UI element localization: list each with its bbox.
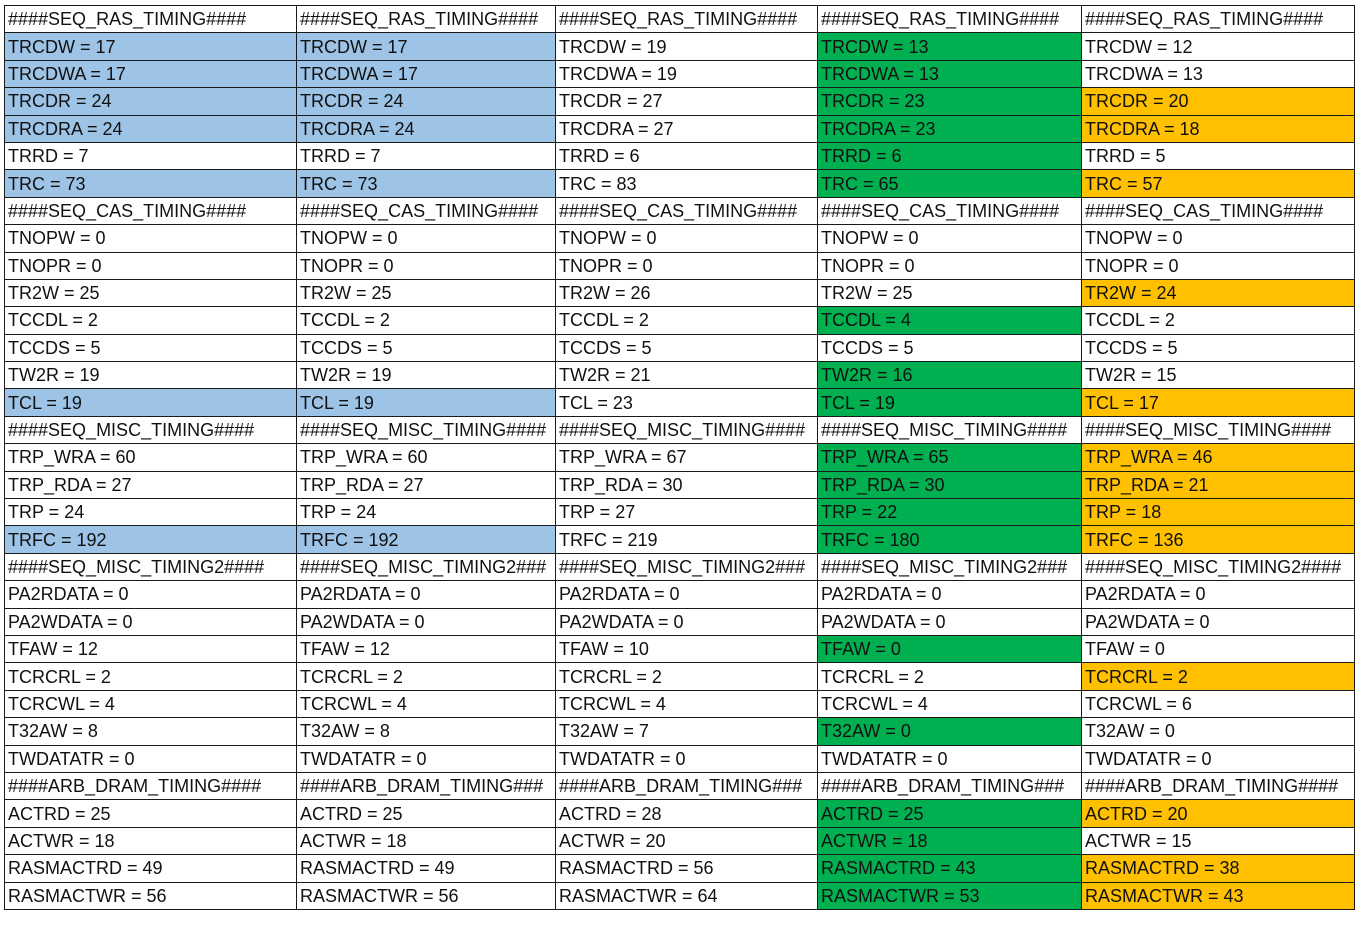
timing-cell[interactable]: T32AW = 7	[556, 718, 818, 745]
timing-cell[interactable]: TCRCWL = 6	[1082, 690, 1355, 717]
section-header-cell[interactable]: ####SEQ_MISC_TIMING####	[1082, 416, 1355, 443]
timing-cell[interactable]: PA2RDATA = 0	[5, 581, 297, 608]
timing-cell[interactable]: TW2R = 19	[5, 362, 297, 389]
timing-cell[interactable]: TRCDWA = 19	[556, 60, 818, 87]
timing-cell[interactable]: T32AW = 0	[1082, 718, 1355, 745]
timing-cell[interactable]: T32AW = 8	[297, 718, 556, 745]
section-header-cell[interactable]: ####SEQ_RAS_TIMING####	[5, 6, 297, 33]
table-row	[5, 745, 1355, 772]
table-row	[5, 635, 1355, 662]
section-header-cell[interactable]: ####SEQ_CAS_TIMING####	[297, 197, 556, 224]
timing-cell[interactable]: TFAW = 10	[556, 635, 818, 662]
timing-cell[interactable]: RASMACTWR = 53	[818, 882, 1082, 909]
timing-cell[interactable]: TCRCWL = 4	[297, 690, 556, 717]
timing-cell[interactable]: TCCDL = 2	[297, 307, 556, 334]
section-header-cell[interactable]: ####ARB_DRAM_TIMING####	[5, 772, 297, 799]
timing-cell[interactable]: RASMACTRD = 49	[297, 855, 556, 882]
timing-cell[interactable]: TRRD = 7	[297, 142, 556, 169]
section-header-cell[interactable]: ####ARB_DRAM_TIMING###	[297, 772, 556, 799]
timing-cell[interactable]: TRP = 22	[818, 499, 1082, 526]
timing-cell[interactable]: TCL = 19	[818, 389, 1082, 416]
section-header-cell[interactable]: ####ARB_DRAM_TIMING###	[818, 772, 1082, 799]
section-header-row	[5, 772, 1355, 799]
section-header-cell[interactable]: ####SEQ_MISC_TIMING####	[818, 416, 1082, 443]
timings-table	[4, 5, 1355, 910]
table-row	[5, 170, 1355, 197]
timing-cell[interactable]: PA2RDATA = 0	[818, 581, 1082, 608]
timing-cell[interactable]: TFAW = 12	[5, 635, 297, 662]
timing-cell[interactable]: TRCDW = 13	[818, 33, 1082, 60]
timing-cell[interactable]: TRC = 83	[556, 170, 818, 197]
table-row	[5, 362, 1355, 389]
timing-cell[interactable]: TRP_RDA = 27	[297, 471, 556, 498]
timing-cell[interactable]: PA2WDATA = 0	[1082, 608, 1355, 635]
timing-cell[interactable]: TRRD = 7	[5, 142, 297, 169]
timing-cell[interactable]: TFAW = 0	[818, 635, 1082, 662]
table-row	[5, 718, 1355, 745]
timing-cell[interactable]: TRP = 24	[5, 499, 297, 526]
table-row	[5, 526, 1355, 553]
timing-cell[interactable]: TCRCWL = 4	[818, 690, 1082, 717]
table-row	[5, 581, 1355, 608]
timing-cell[interactable]: TRFC = 136	[1082, 526, 1355, 553]
timing-cell[interactable]: TRCDR = 27	[556, 88, 818, 115]
section-header-cell[interactable]: ####SEQ_CAS_TIMING####	[5, 197, 297, 224]
timing-cell[interactable]: ACTRD = 20	[1082, 800, 1355, 827]
timing-cell[interactable]: TRP_RDA = 30	[556, 471, 818, 498]
timing-cell[interactable]: RASMACTWR = 43	[1082, 882, 1355, 909]
timing-cell[interactable]: TRCDRA = 18	[1082, 115, 1355, 142]
timing-cell[interactable]: TCCDS = 5	[556, 334, 818, 361]
table-row	[5, 444, 1355, 471]
timing-cell[interactable]: TNOPR = 0	[297, 252, 556, 279]
timing-cell[interactable]: TRP_RDA = 21	[1082, 471, 1355, 498]
timing-cell[interactable]: TCCDL = 2	[556, 307, 818, 334]
section-header-cell[interactable]: ####SEQ_RAS_TIMING####	[1082, 6, 1355, 33]
timing-cell[interactable]: TCRCRL = 2	[818, 663, 1082, 690]
timing-cell[interactable]: TNOPR = 0	[1082, 252, 1355, 279]
timing-cell[interactable]: TRC = 65	[818, 170, 1082, 197]
section-header-cell[interactable]: ####ARB_DRAM_TIMING####	[1082, 772, 1355, 799]
timing-cell[interactable]: ACTRD = 28	[556, 800, 818, 827]
timing-cell[interactable]: ACTWR = 20	[556, 827, 818, 854]
timing-cell[interactable]: PA2WDATA = 0	[818, 608, 1082, 635]
section-header-row	[5, 6, 1355, 33]
timing-cell[interactable]: TW2R = 16	[818, 362, 1082, 389]
timing-cell[interactable]: TRP = 18	[1082, 499, 1355, 526]
table-row	[5, 855, 1355, 882]
timing-cell[interactable]: TCL = 23	[556, 389, 818, 416]
timing-cell[interactable]: RASMACTWR = 56	[5, 882, 297, 909]
timing-cell[interactable]: PA2WDATA = 0	[297, 608, 556, 635]
section-header-cell[interactable]: ####SEQ_CAS_TIMING####	[1082, 197, 1355, 224]
timing-cell[interactable]: TW2R = 21	[556, 362, 818, 389]
timing-cell[interactable]: TCCDS = 5	[1082, 334, 1355, 361]
timing-cell[interactable]: TRRD = 6	[818, 142, 1082, 169]
timing-cell[interactable]: ACTWR = 18	[818, 827, 1082, 854]
timing-cell[interactable]: TRCDRA = 23	[818, 115, 1082, 142]
timing-cell[interactable]: TNOPR = 0	[556, 252, 818, 279]
timing-cell[interactable]: PA2WDATA = 0	[556, 608, 818, 635]
timing-cell[interactable]: TCRCWL = 4	[5, 690, 297, 717]
table-row	[5, 608, 1355, 635]
timing-cell[interactable]: TRC = 73	[297, 170, 556, 197]
timing-cell[interactable]: TNOPR = 0	[818, 252, 1082, 279]
table-row	[5, 471, 1355, 498]
timing-cell[interactable]: TWDATATR = 0	[297, 745, 556, 772]
section-header-row	[5, 553, 1355, 580]
timing-cell[interactable]: PA2RDATA = 0	[1082, 581, 1355, 608]
timing-cell[interactable]: TNOPR = 0	[5, 252, 297, 279]
timing-cell[interactable]: TR2W = 25	[5, 279, 297, 306]
table-row	[5, 663, 1355, 690]
timing-cell[interactable]: TRRD = 6	[556, 142, 818, 169]
table-row	[5, 225, 1355, 252]
timing-cell[interactable]: TCCDL = 4	[818, 307, 1082, 334]
timing-cell[interactable]: TCL = 19	[297, 389, 556, 416]
section-header-cell[interactable]: ####SEQ_RAS_TIMING####	[818, 6, 1082, 33]
timing-cell[interactable]: TRP = 27	[556, 499, 818, 526]
timing-cell[interactable]: ACTRD = 25	[818, 800, 1082, 827]
timing-cell[interactable]: TRP = 24	[297, 499, 556, 526]
timing-cell[interactable]: TRCDRA = 24	[5, 115, 297, 142]
table-row	[5, 252, 1355, 279]
timing-cell[interactable]: TRCDRA = 24	[297, 115, 556, 142]
timing-cell[interactable]: TR2W = 25	[297, 279, 556, 306]
timing-cell[interactable]: RASMACTRD = 49	[5, 855, 297, 882]
section-header-cell[interactable]: ####SEQ_CAS_TIMING####	[556, 197, 818, 224]
table-row	[5, 60, 1355, 87]
timing-cell[interactable]: TFAW = 0	[1082, 635, 1355, 662]
timing-cell[interactable]: TRCDW = 17	[5, 33, 297, 60]
timing-cell[interactable]: TRCDW = 17	[297, 33, 556, 60]
timing-cell[interactable]: TCCDS = 5	[5, 334, 297, 361]
table-row	[5, 115, 1355, 142]
timing-cell[interactable]: TNOPW = 0	[556, 225, 818, 252]
section-header-row	[5, 197, 1355, 224]
timing-cell[interactable]: ACTRD = 25	[5, 800, 297, 827]
table-row	[5, 88, 1355, 115]
timing-cell[interactable]: TR2W = 26	[556, 279, 818, 306]
timing-cell[interactable]: TRCDR = 23	[818, 88, 1082, 115]
timing-cell[interactable]: RASMACTWR = 64	[556, 882, 818, 909]
section-header-cell[interactable]: ####SEQ_CAS_TIMING####	[818, 197, 1082, 224]
timing-cell[interactable]: TRCDR = 24	[297, 88, 556, 115]
timing-cell[interactable]: TFAW = 12	[297, 635, 556, 662]
timing-cell[interactable]: TCCDL = 2	[5, 307, 297, 334]
timing-cell[interactable]: TRP_WRA = 67	[556, 444, 818, 471]
timing-cell[interactable]: RASMACTRD = 38	[1082, 855, 1355, 882]
table-row	[5, 307, 1355, 334]
timing-cell[interactable]: TW2R = 15	[1082, 362, 1355, 389]
timing-cell[interactable]: TNOPW = 0	[1082, 225, 1355, 252]
timing-cell[interactable]: TRP_RDA = 27	[5, 471, 297, 498]
timing-cell[interactable]: TCRCRL = 2	[1082, 663, 1355, 690]
table-row	[5, 690, 1355, 717]
table-row	[5, 142, 1355, 169]
table-row	[5, 279, 1355, 306]
timing-cell[interactable]: TR2W = 25	[818, 279, 1082, 306]
timing-cell[interactable]: TRCDW = 19	[556, 33, 818, 60]
timing-cell[interactable]: TR2W = 24	[1082, 279, 1355, 306]
timing-cell[interactable]: T32AW = 0	[818, 718, 1082, 745]
timing-cell[interactable]: RASMACTRD = 56	[556, 855, 818, 882]
timing-cell[interactable]: ACTWR = 18	[5, 827, 297, 854]
timing-cell[interactable]: PA2RDATA = 0	[297, 581, 556, 608]
timing-cell[interactable]: TCL = 17	[1082, 389, 1355, 416]
timing-cell[interactable]: TCCDS = 5	[297, 334, 556, 361]
timing-cell[interactable]: TNOPW = 0	[818, 225, 1082, 252]
timing-cell[interactable]: TRFC = 219	[556, 526, 818, 553]
timing-cell[interactable]: TRCDWA = 17	[5, 60, 297, 87]
section-header-cell[interactable]: ####ARB_DRAM_TIMING###	[556, 772, 818, 799]
timing-cell[interactable]: TRCDWA = 13	[1082, 60, 1355, 87]
timing-cell[interactable]: TRP_WRA = 65	[818, 444, 1082, 471]
timing-cell[interactable]: TRCDR = 20	[1082, 88, 1355, 115]
timing-cell[interactable]: TCRCWL = 4	[556, 690, 818, 717]
timing-cell[interactable]: TRFC = 192	[297, 526, 556, 553]
section-header-cell[interactable]: ####SEQ_MISC_TIMING2###	[556, 553, 818, 580]
timing-cell[interactable]: PA2RDATA = 0	[556, 581, 818, 608]
table-row	[5, 499, 1355, 526]
timing-cell[interactable]: TW2R = 19	[297, 362, 556, 389]
timing-cell[interactable]: TRP_RDA = 30	[818, 471, 1082, 498]
timing-cell[interactable]: TRCDWA = 17	[297, 60, 556, 87]
timing-cell[interactable]: T32AW = 8	[5, 718, 297, 745]
section-header-cell[interactable]: ####SEQ_MISC_TIMING2###	[297, 553, 556, 580]
timing-cell[interactable]: TWDATATR = 0	[5, 745, 297, 772]
section-header-cell[interactable]: ####SEQ_RAS_TIMING####	[297, 6, 556, 33]
table-row	[5, 827, 1355, 854]
timing-cell[interactable]: TRP_WRA = 46	[1082, 444, 1355, 471]
timings-table-body	[5, 6, 1355, 910]
section-header-cell[interactable]: ####SEQ_MISC_TIMING2###	[818, 553, 1082, 580]
table-row	[5, 334, 1355, 361]
timing-cell[interactable]: TRC = 57	[1082, 170, 1355, 197]
timing-cell[interactable]: TRCDRA = 27	[556, 115, 818, 142]
section-header-cell[interactable]: ####SEQ_MISC_TIMING####	[5, 416, 297, 443]
timing-cell[interactable]: RASMACTRD = 43	[818, 855, 1082, 882]
timing-cell[interactable]: RASMACTWR = 56	[297, 882, 556, 909]
section-header-cell[interactable]: ####SEQ_MISC_TIMING2####	[5, 553, 297, 580]
timing-cell[interactable]: TCRCRL = 2	[297, 663, 556, 690]
table-row	[5, 882, 1355, 909]
timing-cell[interactable]: TWDATATR = 0	[818, 745, 1082, 772]
section-header-cell[interactable]: ####SEQ_MISC_TIMING####	[297, 416, 556, 443]
section-header-row	[5, 416, 1355, 443]
table-row	[5, 800, 1355, 827]
timing-cell[interactable]: TRFC = 192	[5, 526, 297, 553]
timing-cell[interactable]: ACTWR = 18	[297, 827, 556, 854]
timing-cell[interactable]: ACTRD = 25	[297, 800, 556, 827]
timing-cell[interactable]: TRP_WRA = 60	[5, 444, 297, 471]
timing-cell[interactable]: TRFC = 180	[818, 526, 1082, 553]
timing-cell[interactable]: TRCDWA = 13	[818, 60, 1082, 87]
timing-cell[interactable]: TCRCRL = 2	[5, 663, 297, 690]
timing-cell[interactable]: TNOPW = 0	[5, 225, 297, 252]
timing-cell[interactable]: TRCDR = 24	[5, 88, 297, 115]
timing-cell[interactable]: TRRD = 5	[1082, 142, 1355, 169]
section-header-cell[interactable]: ####SEQ_MISC_TIMING####	[556, 416, 818, 443]
timing-cell[interactable]: TCL = 19	[5, 389, 297, 416]
section-header-cell[interactable]: ####SEQ_MISC_TIMING2####	[1082, 553, 1355, 580]
timing-cell[interactable]: TWDATATR = 0	[1082, 745, 1355, 772]
timing-cell[interactable]: ACTWR = 15	[1082, 827, 1355, 854]
table-row	[5, 33, 1355, 60]
timing-cell[interactable]: TCCDS = 5	[818, 334, 1082, 361]
timing-cell[interactable]: TCRCRL = 2	[556, 663, 818, 690]
timing-cell[interactable]: TWDATATR = 0	[556, 745, 818, 772]
table-row	[5, 389, 1355, 416]
timing-cell[interactable]: TCCDL = 2	[1082, 307, 1355, 334]
timing-cell[interactable]: TNOPW = 0	[297, 225, 556, 252]
timing-cell[interactable]: PA2WDATA = 0	[5, 608, 297, 635]
timing-cell[interactable]: TRP_WRA = 60	[297, 444, 556, 471]
timing-cell[interactable]: TRC = 73	[5, 170, 297, 197]
timing-cell[interactable]: TRCDW = 12	[1082, 33, 1355, 60]
section-header-cell[interactable]: ####SEQ_RAS_TIMING####	[556, 6, 818, 33]
